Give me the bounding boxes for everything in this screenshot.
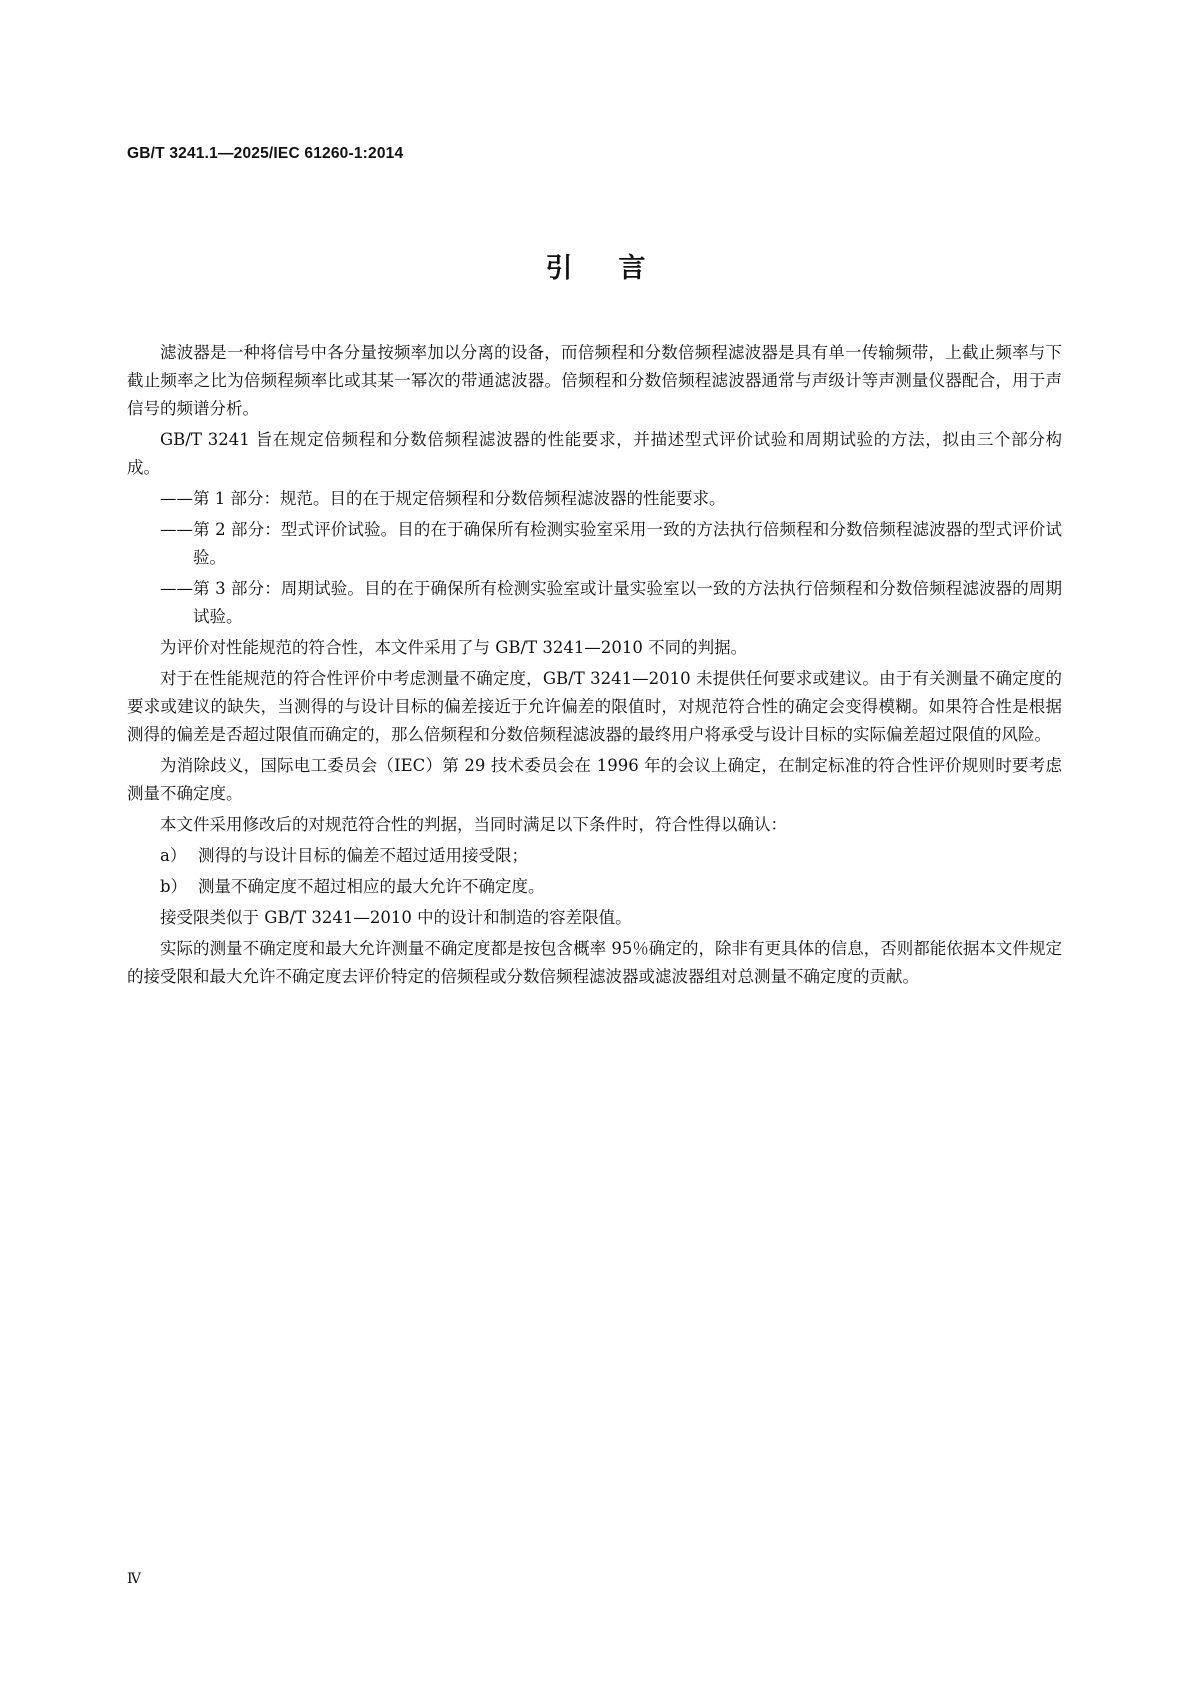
condition-item-a bbox=[127, 842, 1062, 870]
paragraph-modified-criteria: 本文件采用修改后的对规范符合性的判据，当同时满足以下条件时，符合性得以确认： bbox=[160, 815, 787, 834]
paragraph-coverage-probability: 实际的测量不确定度和最大允许测量不确定度都是按包含概率 95％确定的，除非有更具体的信息，否则都能依据本文件规定的接受限和最大允许不确定度去评价特定的倍频程或分数倍频程滤波器或滤波器组对总测量不确定度的贡献。 bbox=[127, 939, 1062, 986]
paragraph-conformance-criteria: 为评价对性能规范的符合性，本文件采用了与 GB/T 3241—2010 不同的判据。 bbox=[160, 638, 748, 657]
page-number: Ⅳ bbox=[127, 1571, 141, 1587]
paragraph-uncertainty-issue: 对于在性能规范的符合性评价中考虑测量不确定度，GB/T 3241—2010 未提供任何要求或建议。由于有关测量不确定度的要求或建议的缺失，当测得的与设计目标的偏差接近于允许偏差的限值时，对规范符合性的确定会变得模糊。如果符合性是根据测得的偏差是否超过限值而确定的，那么倍频程和分数倍频程滤波器的最终用户将承受与设计目标的实际偏差超过限值的风险。 bbox=[127, 669, 1062, 744]
condition-marker-b: b） bbox=[160, 877, 188, 896]
condition-text-b: 测量不确定度不超过相应的最大允许不确定度。 bbox=[198, 877, 545, 896]
paragraph-standard-scope: GB/T 3241 旨在规定倍频程和分数倍频程滤波器的性能要求，并描述型式评价试验和周期试验的方法，拟由三个部分构成。 bbox=[127, 430, 1062, 477]
condition-text-a: 测得的与设计目标的偏差不超过适用接受限； bbox=[198, 846, 528, 865]
paragraph-iec-decision: 为消除歧义，国际电工委员会（IEC）第 29 技术委员会在 1996 年的会议上确定，在制定标准的符合性评价规则时要考虑测量不确定度。 bbox=[127, 756, 1062, 803]
part-list-item-1: ——第 1 部分：规范。目的在于规定倍频程和分数倍频程滤波器的性能要求。 bbox=[160, 489, 726, 508]
condition-marker-a: a） bbox=[160, 846, 187, 865]
introduction-body bbox=[127, 339, 1062, 994]
part-list-item-2: ——第 2 部分：型式评价试验。目的在于确保所有检测实验室采用一致的方法执行倍频程和分数倍频程滤波器的型式评价试验。 bbox=[160, 520, 1062, 567]
condition-item-b bbox=[127, 873, 1062, 901]
section-title: 引言 bbox=[545, 253, 692, 284]
paragraph-filter-definition: 滤波器是一种将信号中各分量按频率加以分离的设备，而倍频程和分数倍频程滤波器是具有单一传输频带，上截止频率与下截止频率之比为倍频程频率比或其某一幂次的带通滤波器。倍频程和分数倍频程滤波器通常与声级计等声测量仪器配合，用于声信号的频谱分析。 bbox=[127, 343, 1062, 418]
paragraph-acceptance-limits: 接受限类似于 GB/T 3241—2010 中的设计和制造的容差限值。 bbox=[160, 908, 632, 927]
part-list-item-3: ——第 3 部分：周期试验。目的在于确保所有检测实验室或计量实验室以一致的方法执行倍频程和分数倍频程滤波器的周期试验。 bbox=[160, 579, 1062, 626]
document-code-header: GB/T 3241.1—2025/IEC 61260-1:2014 bbox=[127, 145, 404, 162]
